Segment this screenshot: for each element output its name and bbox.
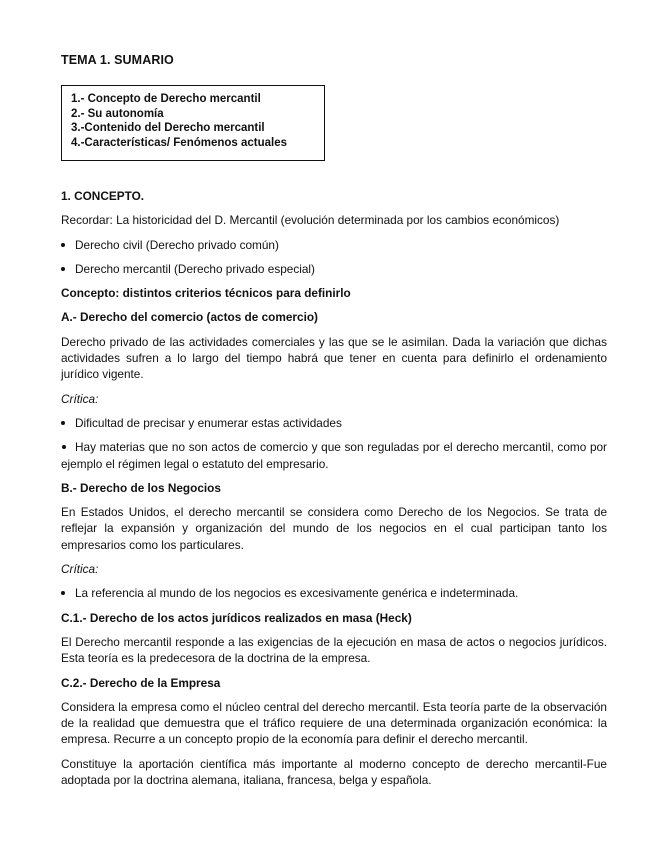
list-item — [61, 585, 607, 601]
summary-box — [61, 85, 325, 161]
document-title: TEMA 1. SUMARIO — [61, 53, 174, 67]
intro-paragraph: Recordar: La historicidad del D. Mercantil (evolución determinada por los cambios económicos) — [61, 213, 560, 228]
section-a-paragraph: Derecho privado de las actividades comerciales y las que se le asimilan. Dada la variación que dichas actividades sufren a lo largo del tiempo habrá que tener en cuenta para definirlo el ordenamiento jurídico vigente. — [61, 334, 607, 382]
list-item — [61, 415, 607, 431]
summary-item: 4.-Características/ Fenómenos actuales — [71, 136, 288, 149]
bullet-icon — [61, 243, 65, 247]
section-b-paragraph: En Estados Unidos, el derecho mercantil se considera como Derecho de los Negocios. Se trata de reflejar la expansión y organización del mundo de los negocios en el cual participan tanto los empresarios como los particulares. — [61, 505, 607, 552]
list-item — [61, 261, 607, 277]
section-heading-b: B.- Derecho de los Negocios — [61, 480, 221, 495]
summary-item: 2.- Su autonomía — [71, 107, 164, 120]
section-heading-c1: C.1.- Derecho de los actos jurídicos realizados en masa (Heck) — [61, 610, 412, 625]
bullet-icon — [62, 445, 66, 449]
section-c2-paragraph-2: Constituye la aportación científica más importante al moderno concepto de derecho mercantil-Fue adoptada por la doctrina alemana, italiana, francesa, belga y española. — [61, 756, 607, 788]
list-item — [61, 439, 607, 472]
list-item-text: Dificultad de precisar y enumerar estas actividades — [75, 415, 342, 430]
criteria-heading: Concepto: distintos criterios técnicos para definirlo — [61, 286, 351, 301]
summary-item: 1.- Concepto de Derecho mercantil — [71, 93, 261, 105]
list-item-text: Derecho mercantil (Derecho privado especial) — [75, 261, 315, 276]
document-body — [61, 188, 607, 796]
list-item — [61, 237, 607, 253]
bullet-icon — [61, 591, 65, 595]
bullet-icon — [61, 421, 65, 425]
section-c1-paragraph: El Derecho mercantil responde a las exigencias de la ejecución en masa de actos o negocios jurídicos. Esta teoría es la predecesora de la doctrina de la empresa. — [61, 634, 607, 666]
list-item-text: Derecho civil (Derecho privado común) — [75, 237, 279, 252]
list-item-text: Hay materias que no son actos de comercio y que son reguladas por el derecho mercantil, como por ejemplo el régimen legal o estatuto del empresario. — [61, 440, 607, 471]
list-item-text: La referencia al mundo de los negocios es excesivamente genérica e indeterminada. — [75, 586, 519, 601]
summary-item: 3.-Contenido del Derecho mercantil — [71, 122, 265, 134]
critica-label: Crítica: — [61, 562, 99, 577]
bullet-icon — [61, 267, 65, 271]
critica-label: Crítica: — [61, 391, 99, 406]
section-heading-c2: C.2.- Derecho de la Empresa — [61, 675, 221, 690]
section-heading-concepto: 1. CONCEPTO. — [61, 189, 145, 203]
section-heading-a: A.- Derecho del comercio (actos de comercio) — [61, 310, 318, 325]
section-c2-paragraph-1: Considera la empresa como el núcleo central del derecho mercantil. Esta teoría parte de la observación de la realidad que demuestra que el tráfico requiere de una determinada organización económica: la empresa. Recurre a un concepto propio de la economía para definir el derecho mercantil. — [61, 699, 607, 747]
